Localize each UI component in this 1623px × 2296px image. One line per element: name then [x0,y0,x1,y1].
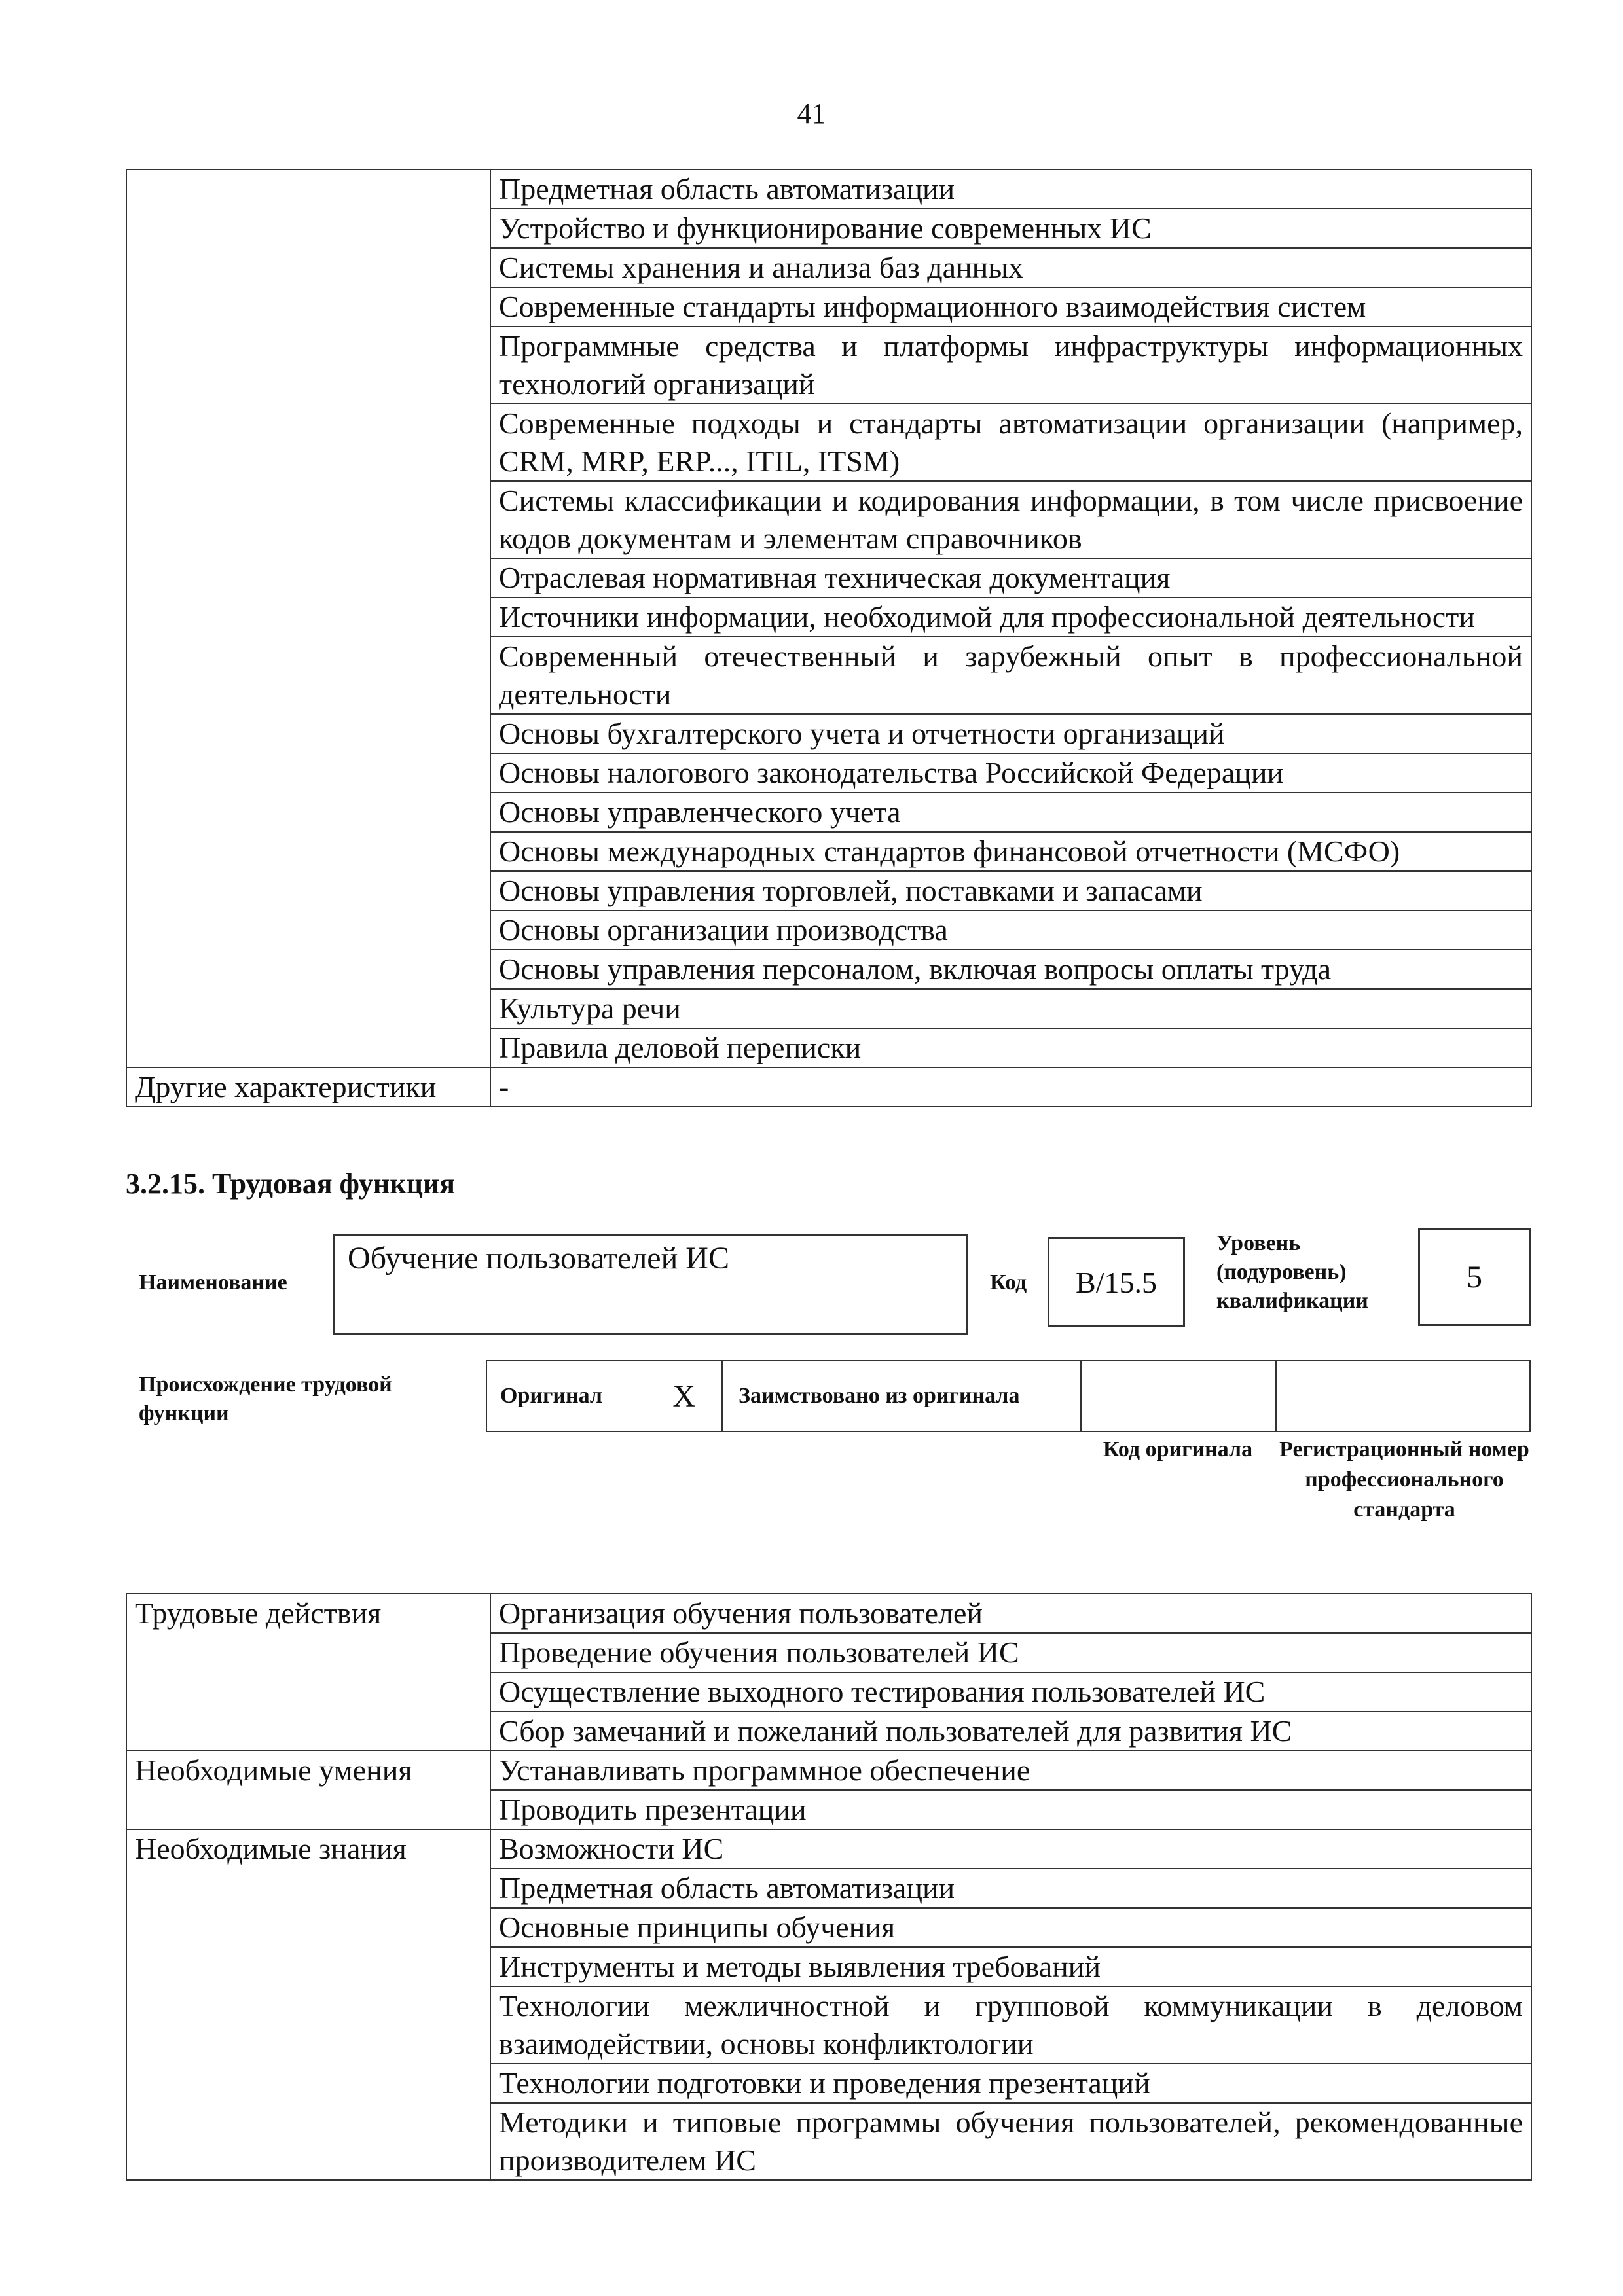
level-box: 5 [1418,1228,1531,1326]
row-value: Проводить презентации [490,1790,1531,1829]
function-name-box: Обучение пользователей ИС [333,1234,968,1335]
row-value: Системы классификации и кодирования информации, в том числе присвоение кодов документам и элементам справочников [490,481,1531,558]
row-value: Устройство и функционирование современных ИС [490,209,1531,248]
row-value: Основы управленческого учета [490,793,1531,832]
row-value: Современные подходы и стандарты автоматизации организации (например, CRM, MRP, ERP..., ITIL, ITSM) [490,404,1531,481]
skill-row [126,1751,1531,1790]
row-value: Системы хранения и анализа баз данных [490,248,1531,287]
row-label: Необходимые знания [126,1829,490,2180]
row-value: Проведение обучения пользователей ИС [490,1633,1531,1672]
knowledge-row [126,170,1531,209]
row-value: Основы управления персоналом, включая вопросы оплаты труда [490,950,1531,989]
row-value: Инструменты и методы выявления требований [490,1947,1531,1986]
labor-action-row [126,1594,1531,1633]
original-cell [487,1361,723,1431]
borrowed-cell [723,1361,1082,1431]
row-value: Программные средства и платформы инфраструктуры информационных технологий организаций [490,327,1531,404]
original-label: Оригинал [500,1384,602,1408]
other-characteristics-row [126,1067,1531,1107]
reg-number-caption: Регистрационный номер профессионального стандарта [1279,1437,1529,1522]
row-value: Технологии межличностной и групповой коммуникации в деловом взаимодействии, основы конфликтологии [490,1986,1531,2064]
original-code-cell [1082,1361,1277,1431]
row-value: Возможности ИС [490,1829,1531,1869]
row-value: Отраслевая нормативная техническая документация [490,558,1531,598]
name-label: Наименование [139,1270,287,1295]
knowledge-row [126,1829,1531,1869]
row-value: Источники информации, необходимой для профессиональной деятельности [490,598,1531,637]
row-value: Основы организации производства [490,910,1531,950]
row-value: Основы налогового законодательства Российской Федерации [490,753,1531,793]
row-value: Сбор замечаний и пожеланий пользователей для развития ИС [490,1712,1531,1751]
row-value: Современные стандарты информационного взаимодействия систем [490,287,1531,327]
row-label: Необходимые умения [126,1751,490,1829]
section-title: 3.2.15. Трудовая функция [126,1168,456,1200]
origin-row [486,1360,1531,1432]
row-label [126,170,490,1067]
row-value: Основные принципы обучения [490,1908,1531,1947]
other-characteristics-value: - [490,1067,1531,1107]
row-value: Культура речи [490,989,1531,1028]
code-box: B/15.5 [1048,1237,1185,1327]
row-value: Основы управления торговлей, поставками и запасами [490,871,1531,910]
row-value: Организация обучения пользователей [490,1594,1531,1633]
row-value: Осуществление выходного тестирования пользователей ИС [490,1672,1531,1712]
row-label: Трудовые действия [126,1594,490,1751]
knowledge-table-continued [126,169,1532,1107]
row-value: Методики и типовые программы обучения пользователей, рекомендованные производителем ИС [490,2103,1531,2180]
code-label: Код [990,1270,1027,1295]
function-details-table [126,1593,1532,2181]
level-label: Уровень (подуровень) квалификации [1216,1231,1368,1313]
borrowed-label: Заимствовано из оригинала [739,1384,1020,1408]
row-value: Современный отечественный и зарубежный опыт в профессиональной деятельности [490,637,1531,714]
row-value: Предметная область автоматизации [490,170,1531,209]
origin-label: Происхождение трудовой функции [139,1372,392,1426]
page-number: 41 [797,98,826,130]
other-characteristics-label: Другие характеристики [126,1067,490,1107]
row-value: Основы бухгалтерского учета и отчетности организаций [490,714,1531,753]
row-value: Технологии подготовки и проведения презентаций [490,2064,1531,2103]
row-value: Предметная область автоматизации [490,1869,1531,1908]
original-code-caption: Код оригинала [1103,1437,1253,1462]
reg-number-cell [1277,1361,1529,1431]
row-value: Основы международных стандартов финансовой отчетности (МСФО) [490,832,1531,871]
original-mark: X [672,1378,695,1414]
row-value: Правила деловой переписки [490,1028,1531,1067]
row-value: Устанавливать программное обеспечение [490,1751,1531,1790]
